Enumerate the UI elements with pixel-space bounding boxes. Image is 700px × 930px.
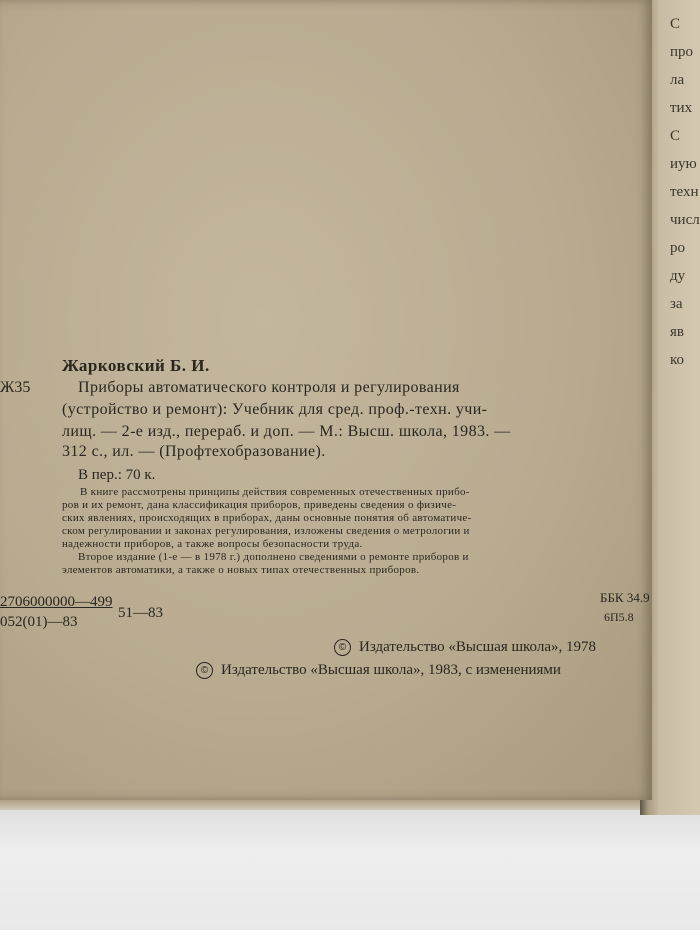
right-page-fragment: тих (670, 100, 693, 116)
right-page-fragment: техн (670, 184, 699, 200)
right-page-fragment: ду (670, 268, 686, 284)
author-name: Жарковский Б. И. (62, 356, 210, 375)
copyright-1978 (334, 639, 596, 656)
table-surface (0, 800, 700, 930)
summary-line-5: надежности приборов, а также вопросы безопасности труда. (62, 538, 363, 550)
right-page-fragment: числ (670, 212, 700, 228)
bib-line-1: Приборы автоматического контроля и регулирования (78, 379, 460, 396)
right-page-fragment: ла (670, 72, 685, 88)
index-bottom: 052(01)—83 (0, 614, 78, 630)
price: В пер.: 70 к. (78, 467, 156, 483)
summary-line-3: ских явлениях, происходящих в приборах, даны основные понятия об автоматиче- (62, 512, 472, 524)
summary-line-6: Второе издание (1-е — в 1978 г.) дополнено сведениями о ремонте приборов и (78, 551, 469, 563)
bib-line-4: 312 с., ил. — (Профтехобразование). (62, 443, 326, 460)
right-page-fragment: ро (670, 240, 685, 256)
index-side: 51—83 (118, 605, 163, 621)
right-page-text (670, 10, 700, 374)
udk-code: 6П5.8 (604, 610, 634, 624)
copyright-1983 (196, 662, 561, 679)
right-page-fragment: С (670, 128, 681, 144)
right-page-fragment: ко (670, 352, 685, 368)
summary-line-4: ском регулировании и законах регулирования, изложены сведения о метрологии и (62, 525, 470, 537)
summary-line-1: В книге рассмотрены принципы действия современных отечественных прибо- (80, 486, 470, 498)
right-page-fragment: про (670, 44, 694, 60)
summary-line-2: ров и их ремонт, дана классификация приборов, приведены сведения о физиче- (62, 499, 457, 511)
right-page-fragment: иую (670, 156, 697, 172)
copyright-1983-text: Издательство «Высшая школа», 1983, с изменениями (221, 662, 561, 678)
catalog-code: Ж35 (0, 379, 31, 396)
right-page-fragment: яв (670, 324, 684, 340)
right-page-fragment: за (670, 296, 683, 312)
summary-line-7: элементов автоматики, а также о новых типах отечественных приборов. (62, 564, 420, 576)
right-page-fragment: С (670, 16, 681, 32)
bib-line-2: (устройство и ремонт): Учебник для сред. проф.-техн. учи- (62, 401, 488, 418)
bib-line-3: лищ. — 2-е изд., перераб. и доп. — М.: Высш. школа, 1983. — (62, 423, 511, 440)
index-top: 2706000000—499 (0, 594, 113, 610)
copyright-icon: © (334, 639, 351, 656)
copyright-1978-text: Издательство «Высшая школа», 1978 (359, 639, 596, 655)
copyright-icon: © (196, 662, 213, 679)
bbk-code: ББК 34.9 (600, 590, 650, 605)
